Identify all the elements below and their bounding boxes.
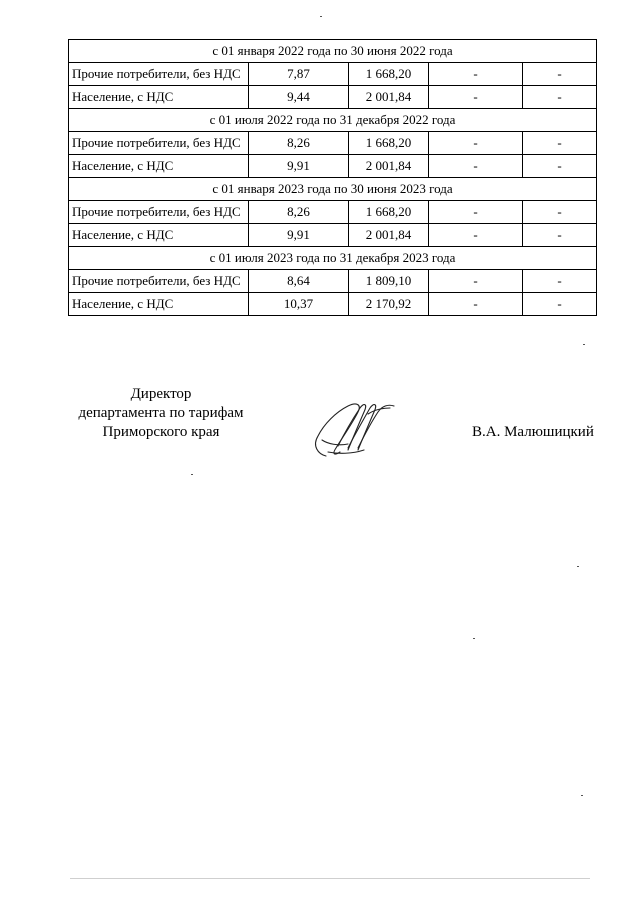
signer-title-line-2: департамента по тарифам xyxy=(78,405,244,421)
table-row xyxy=(69,270,597,293)
consumer-cell: Население, с НДС xyxy=(69,293,249,316)
col4-cell: - xyxy=(429,293,523,316)
period-header: с 01 июля 2022 года по 31 декабря 2022 года xyxy=(69,109,597,132)
period-header-row xyxy=(69,247,597,270)
handwritten-signature xyxy=(308,396,403,461)
consumer-cell: Население, с НДС xyxy=(69,86,249,109)
tariff-table-body xyxy=(69,40,597,316)
col5-cell: - xyxy=(523,155,597,178)
table-row xyxy=(69,293,597,316)
scan-speck xyxy=(581,795,583,796)
consumer-cell: Прочие потребители, без НДС xyxy=(69,270,249,293)
value-cell: 1 668,20 xyxy=(349,201,429,224)
col4-cell: - xyxy=(429,132,523,155)
period-header: с 01 июля 2023 года по 31 декабря 2023 года xyxy=(69,247,597,270)
col4-cell: - xyxy=(429,86,523,109)
value-cell: 2 170,92 xyxy=(349,293,429,316)
scan-speck xyxy=(191,474,193,475)
signer-title-line-3: Приморского края xyxy=(102,424,220,440)
tariff-table xyxy=(68,39,597,316)
period-header: с 01 января 2023 года по 30 июня 2023 года xyxy=(69,178,597,201)
period-header-row xyxy=(69,109,597,132)
scan-speck xyxy=(320,16,322,17)
scan-speck xyxy=(577,566,579,567)
consumer-cell: Прочие потребители, без НДС xyxy=(69,63,249,86)
rate-cell: 9,44 xyxy=(249,86,349,109)
col4-cell: - xyxy=(429,201,523,224)
page-bottom-edge xyxy=(70,878,590,879)
table-row xyxy=(69,155,597,178)
table-row xyxy=(69,132,597,155)
col5-cell: - xyxy=(523,270,597,293)
value-cell: 1 668,20 xyxy=(349,132,429,155)
value-cell: 2 001,84 xyxy=(349,224,429,247)
consumer-cell: Население, с НДС xyxy=(69,155,249,178)
scan-speck xyxy=(583,344,585,345)
table-row xyxy=(69,63,597,86)
consumer-cell: Прочие потребители, без НДС xyxy=(69,132,249,155)
value-cell: 1 809,10 xyxy=(349,270,429,293)
rate-cell: 9,91 xyxy=(249,224,349,247)
value-cell: 2 001,84 xyxy=(349,86,429,109)
table-row xyxy=(69,201,597,224)
col5-cell: - xyxy=(523,63,597,86)
col5-cell: - xyxy=(523,132,597,155)
col4-cell: - xyxy=(429,224,523,247)
col5-cell: - xyxy=(523,86,597,109)
table-row xyxy=(69,86,597,109)
signer-name: В.А. Малюшицкий xyxy=(472,424,594,440)
value-cell: 2 001,84 xyxy=(349,155,429,178)
period-header-row xyxy=(69,178,597,201)
col4-cell: - xyxy=(429,155,523,178)
rate-cell: 7,87 xyxy=(249,63,349,86)
signer-position xyxy=(70,385,252,442)
rate-cell: 8,26 xyxy=(249,132,349,155)
period-header-row xyxy=(69,40,597,63)
consumer-cell: Население, с НДС xyxy=(69,224,249,247)
col5-cell: - xyxy=(523,293,597,316)
value-cell: 1 668,20 xyxy=(349,63,429,86)
col5-cell: - xyxy=(523,201,597,224)
col4-cell: - xyxy=(429,270,523,293)
scan-speck xyxy=(473,638,475,639)
consumer-cell: Прочие потребители, без НДС xyxy=(69,201,249,224)
col5-cell: - xyxy=(523,224,597,247)
rate-cell: 8,64 xyxy=(249,270,349,293)
signer-title-line-1: Директор xyxy=(130,386,192,402)
table-row xyxy=(69,224,597,247)
rate-cell: 10,37 xyxy=(249,293,349,316)
col4-cell: - xyxy=(429,63,523,86)
period-header: с 01 января 2022 года по 30 июня 2022 года xyxy=(69,40,597,63)
rate-cell: 9,91 xyxy=(249,155,349,178)
rate-cell: 8,26 xyxy=(249,201,349,224)
